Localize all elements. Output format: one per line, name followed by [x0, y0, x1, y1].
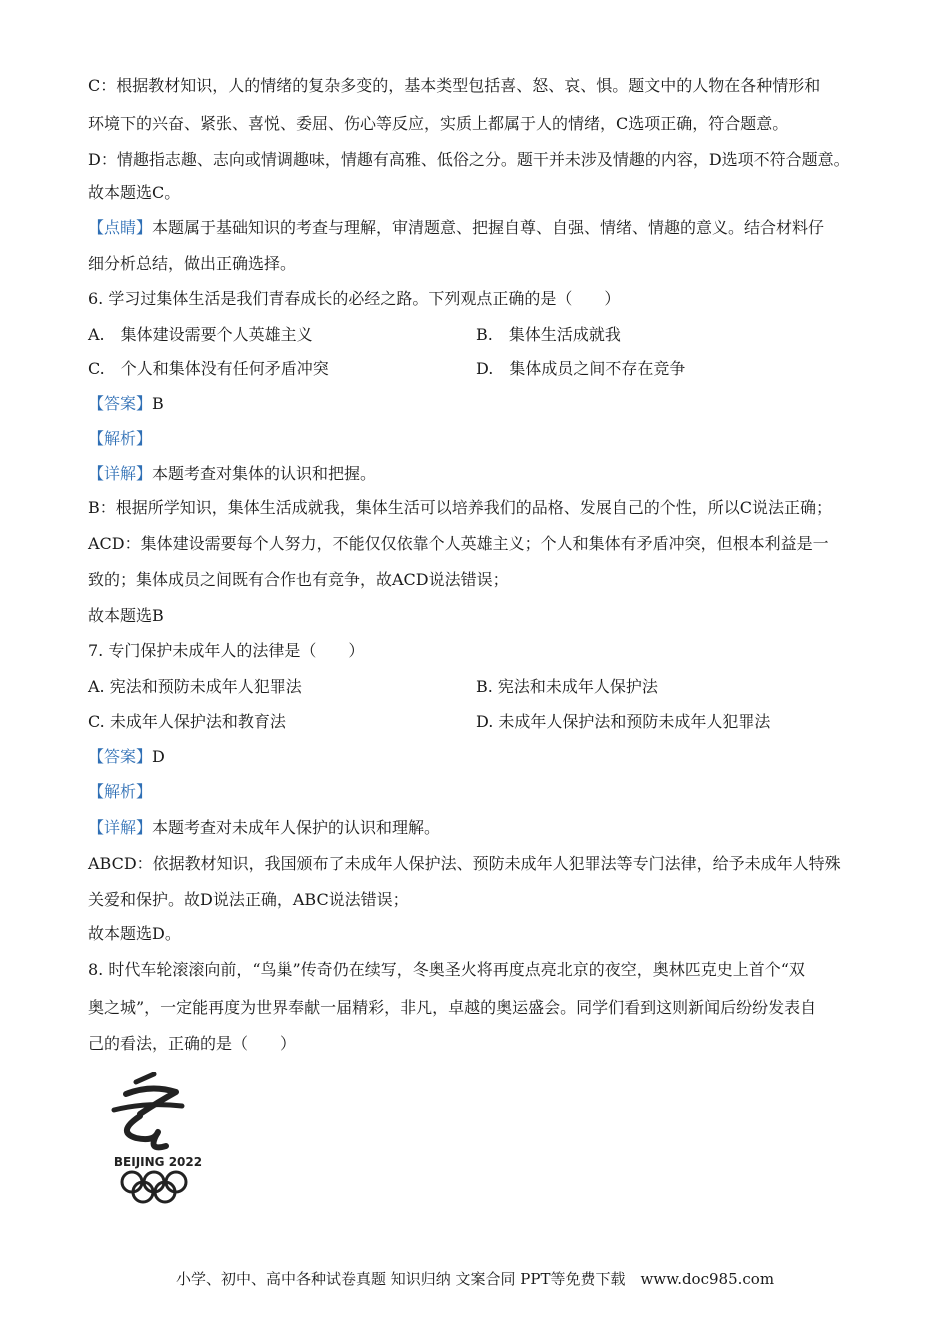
answer-line: 【答案】B	[88, 394, 164, 413]
q6-option-c: C. 个人和集体没有任何矛盾冲突	[88, 359, 329, 378]
question-8: 8. 时代车轮滚滚向前，“鸟巢”传奇仍在续写，冬奥圣火将再度点亮北京的夜空，奥林匹克史上首个“双	[88, 960, 805, 979]
detail-line: 【详解】本题考查对集体的认识和把握。	[88, 464, 377, 483]
text-line: C：根据教材知识，人的情绪的复杂多变的，基本类型包括喜、怒、哀、惧。题文中的人物在各种情形和	[88, 76, 821, 95]
text-line: 故本题选C。	[88, 183, 181, 202]
q6-option-d: D. 集体成员之间不存在竞争	[476, 359, 686, 378]
analysis-tag: 【解析】	[88, 782, 153, 801]
text-line: 故本题选D。	[88, 924, 181, 943]
text-line: B：根据所学知识，集体生活成就我，集体生活可以培养我们的品格、发展自己的个性，所以C说法正确；	[88, 498, 833, 517]
answer-tag: 【答案】	[88, 394, 153, 413]
text-line: ABCD：依据教材知识，我国颁布了未成年人保护法、预防未成年人犯罪法等专门法律，给予未成年人特殊	[88, 854, 841, 873]
text-line: ACD：集体建设需要每个人努力，不能仅仅依靠个人英雄主义；个人和集体有矛盾冲突，但根本利益是一	[88, 534, 829, 553]
q7-option-a: A. 宪法和预防未成年人犯罪法	[88, 677, 302, 696]
q7-option-c: C. 未成年人保护法和教育法	[88, 712, 286, 731]
answer-line: 【答案】D	[88, 747, 165, 766]
text-line: 细分析总结，做出正确选择。	[88, 254, 297, 273]
olympic-emblem-icon	[96, 1072, 220, 1212]
question-7: 7. 专门保护未成年人的法律是（ ）	[88, 641, 365, 660]
analysis-line	[88, 782, 152, 802]
text-line: 环境下的兴奋、紧张、喜悦、委屈、伤心等反应，实质上都属于人的情绪，C选项正确，符合题意。	[88, 114, 789, 133]
text-line: 致的；集体成员之间既有合作也有竞争，故ACD说法错误；	[88, 570, 509, 589]
beijing-2022-olympic-emblem	[96, 1072, 220, 1212]
text-line: 关爱和保护。故D说法正确，ABC说法错误；	[88, 890, 409, 909]
hint-line: 【点睛】本题属于基础知识的考查与理解，审清题意、把握自尊、自强、情绪、情趣的意义。结合材料仔	[88, 218, 825, 237]
q7-option-b: B. 宪法和未成年人保护法	[476, 677, 658, 696]
analysis-line	[88, 429, 152, 449]
detail-tag: 【详解】	[88, 818, 153, 837]
analysis-tag: 【解析】	[88, 429, 153, 448]
text-line: 奥之城”，一定能再度为世界奉献一届精彩，非凡，卓越的奥运盛会。同学们看到这则新闻后纷纷发表自	[88, 998, 817, 1017]
q7-option-d: D. 未成年人保护法和预防未成年人犯罪法	[476, 712, 771, 731]
page-footer: 小学、初中、高中各种试卷真题 知识归纳 文案合同 PPT等免费下载 www.doc985.com	[175, 1270, 775, 1288]
detail-line: 【详解】本题考查对未成年人保护的认识和理解。	[88, 818, 441, 837]
answer-tag: 【答案】	[88, 747, 153, 766]
text-line: 故本题选B	[88, 606, 164, 625]
q6-option-a: A. 集体建设需要个人英雄主义	[88, 325, 313, 344]
question-6: 6. 学习过集体生活是我们青春成长的必经之路。下列观点正确的是（ ）	[88, 289, 621, 308]
detail-tag: 【详解】	[88, 464, 153, 483]
emblem-wordmark: BEIJING 2022	[113, 1155, 203, 1169]
text-line: 己的看法，正确的是（ ）	[88, 1034, 297, 1053]
hint-tag: 【点睛】	[88, 218, 153, 237]
text-line: D：情趣指志趣、志向或情调趣味，情趣有高雅、低俗之分。题干并未涉及情趣的内容，D选项不符合题意。	[88, 150, 850, 169]
q6-option-b: B. 集体生活成就我	[476, 325, 621, 344]
